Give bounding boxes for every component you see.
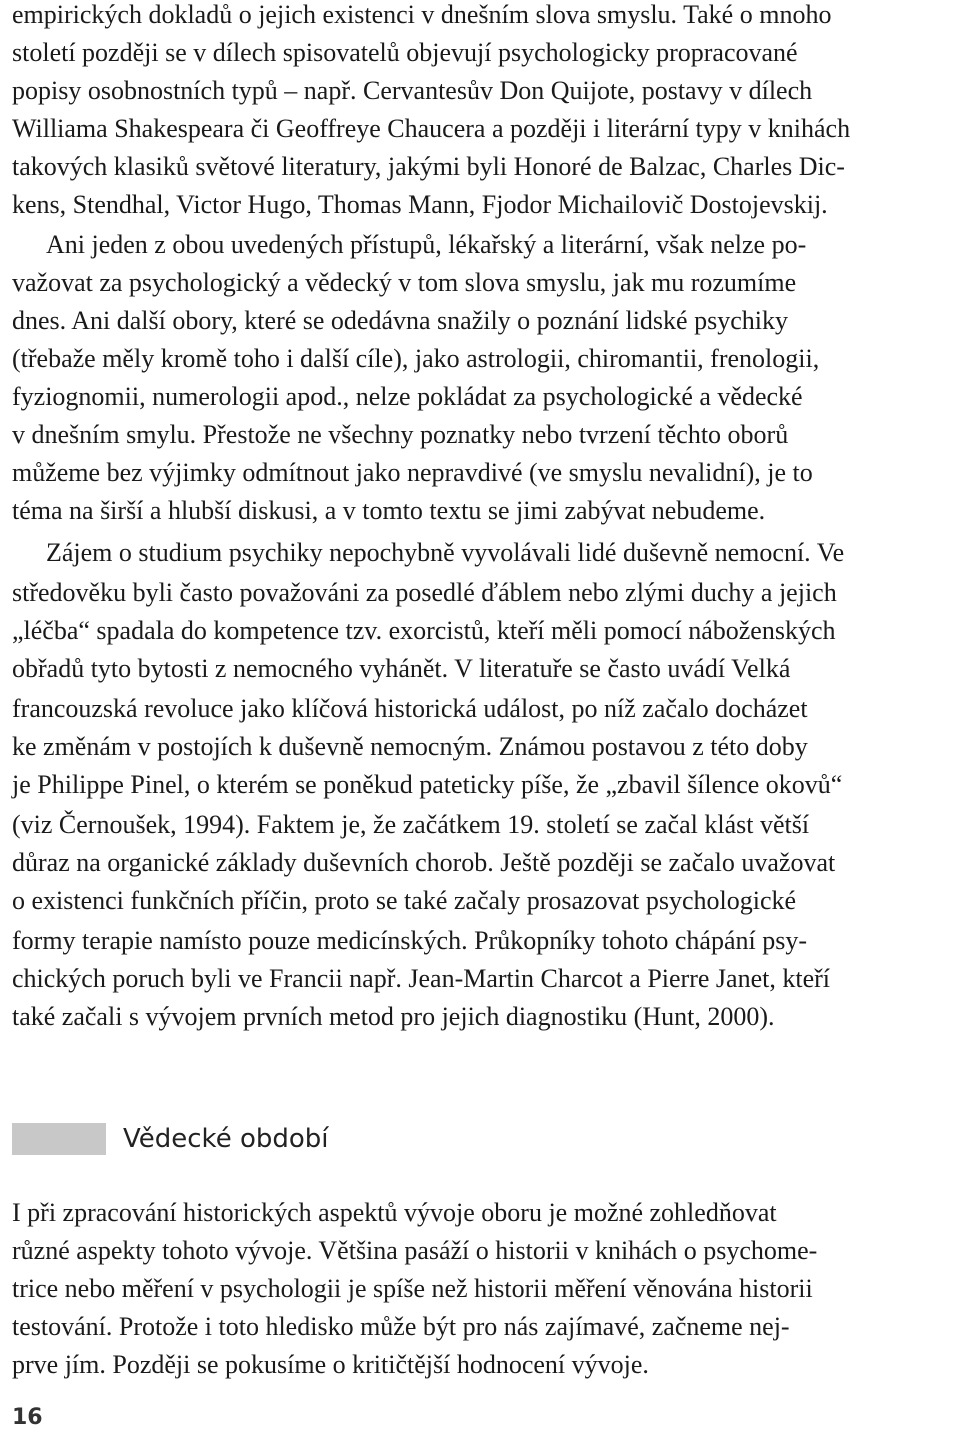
paragraph-2-line-5: fyziognomii, numerologii apod., nelze pokládat za psychologické a vědecké xyxy=(12,382,803,411)
paragraph-1-line-1: empirických dokladů o jejich existenci v dnešním slova smyslu. Také o mnoho xyxy=(12,0,832,29)
page-number: 16 xyxy=(12,1405,43,1430)
paragraph-1-line-4: Williama Shakespeara či Geoffreye Chaucera a později i literární typy v knihách xyxy=(12,114,851,143)
paragraph-2-line-4: (třebaže měly kromě toho i další cíle), jako astrologii, chiromantii, frenologii, xyxy=(12,344,820,373)
paragraph-3-line-8: (viz Černoušek, 1994). Faktem je, že začátkem 19. století se začal klást větší xyxy=(12,810,810,839)
paragraph-3-line-7: je Philippe Pinel, o kterém se poněkud pateticky píše, že „zbavil šílence okovů“ xyxy=(12,770,843,799)
section-heading-bar xyxy=(12,1123,106,1155)
section-heading: Vědecké období xyxy=(123,1124,329,1154)
paragraph-2-line-1: Ani jeden z obou uvedených přístupů, lékařský a literární, však nelze po- xyxy=(46,230,807,259)
section-paragraph-line-2: různé aspekty tohoto vývoje. Většina pasáží o historii v knihách o psychome- xyxy=(12,1236,818,1265)
section-paragraph-line-1: I při zpracování historických aspektů vývoje oboru je možné zohledňovat xyxy=(12,1198,777,1227)
paragraph-2-line-7: můžeme bez výjimky odmítnout jako nepravdivé (ve smyslu nevalidní), je to xyxy=(12,458,813,487)
paragraph-3-line-6: ke změnám v postojích k duševně nemocným. Známou postavou z této doby xyxy=(12,732,808,761)
paragraph-3-line-5: francouzská revoluce jako klíčová historická událost, po níž začalo docházet xyxy=(12,694,808,723)
paragraph-1-line-5: takových klasiků světové literatury, jakými byli Honoré de Balzac, Charles Dic- xyxy=(12,152,845,181)
paragraph-1-line-3: popisy osobnostních typů – např. Cervantesův Don Quijote, postavy v dílech xyxy=(12,76,813,105)
paragraph-2-line-3: dnes. Ani další obory, které se odedávna snažily o poznání lidské psychiky xyxy=(12,306,788,335)
section-paragraph-line-3: trice nebo měření v psychologii je spíše než historii měření věnována historii xyxy=(12,1274,813,1303)
paragraph-3-line-10: o existenci funkčních příčin, proto se také začaly prosazovat psychologické xyxy=(12,886,797,915)
paragraph-3-line-3: „léčba“ spadala do kompetence tzv. exorcistů, kteří měli pomocí náboženských xyxy=(12,616,836,645)
paragraph-3-line-1: Zájem o studium psychiky nepochybně vyvolávali lidé duševně nemocní. Ve xyxy=(46,538,845,567)
paragraph-1-line-6: kens, Stendhal, Victor Hugo, Thomas Mann, Fjodor Michailovič Dostojevskij. xyxy=(12,190,828,219)
paragraph-2-line-8: téma na širší a hlubší diskusi, a v tomto textu se jimi zabývat nebudeme. xyxy=(12,496,766,525)
section-paragraph-line-5: prve jím. Později se pokusíme o kritičtější hodnocení vývoje. xyxy=(12,1350,649,1379)
paragraph-2-line-6: v dnešním smylu. Přestože ne všechny poznatky nebo tvrzení těchto oborů xyxy=(12,420,789,449)
paragraph-3-line-12: chických poruch byli ve Francii např. Jean-Martin Charcot a Pierre Janet, kteří xyxy=(12,964,830,993)
paragraph-3-line-11: formy terapie namísto pouze medicínských. Průkopníky tohoto chápání psy- xyxy=(12,926,807,955)
paragraph-3-line-4: obřadů tyto bytosti z nemocného vyhánět. V literatuře se často uvádí Velká xyxy=(12,654,791,683)
paragraph-1-line-2: století později se v dílech spisovatelů objevují psychologicky propracované xyxy=(12,38,798,67)
section-paragraph-line-4: testování. Protože i toto hledisko může být pro nás zajímavé, začneme nej- xyxy=(12,1312,790,1341)
paragraph-3-line-2: středověku byli často považováni za posedlé ďáblem nebo zlými duchy a jejich xyxy=(12,578,837,607)
paragraph-3-line-9: důraz na organické základy duševních chorob. Ještě později se začalo uvažovat xyxy=(12,848,836,877)
paragraph-2-line-2: važovat za psychologický a vědecký v tom slova smyslu, jak mu rozumíme xyxy=(12,268,797,297)
paragraph-3-line-13: také začali s vývojem prvních metod pro jejich diagnostiku (Hunt, 2000). xyxy=(12,1002,775,1031)
